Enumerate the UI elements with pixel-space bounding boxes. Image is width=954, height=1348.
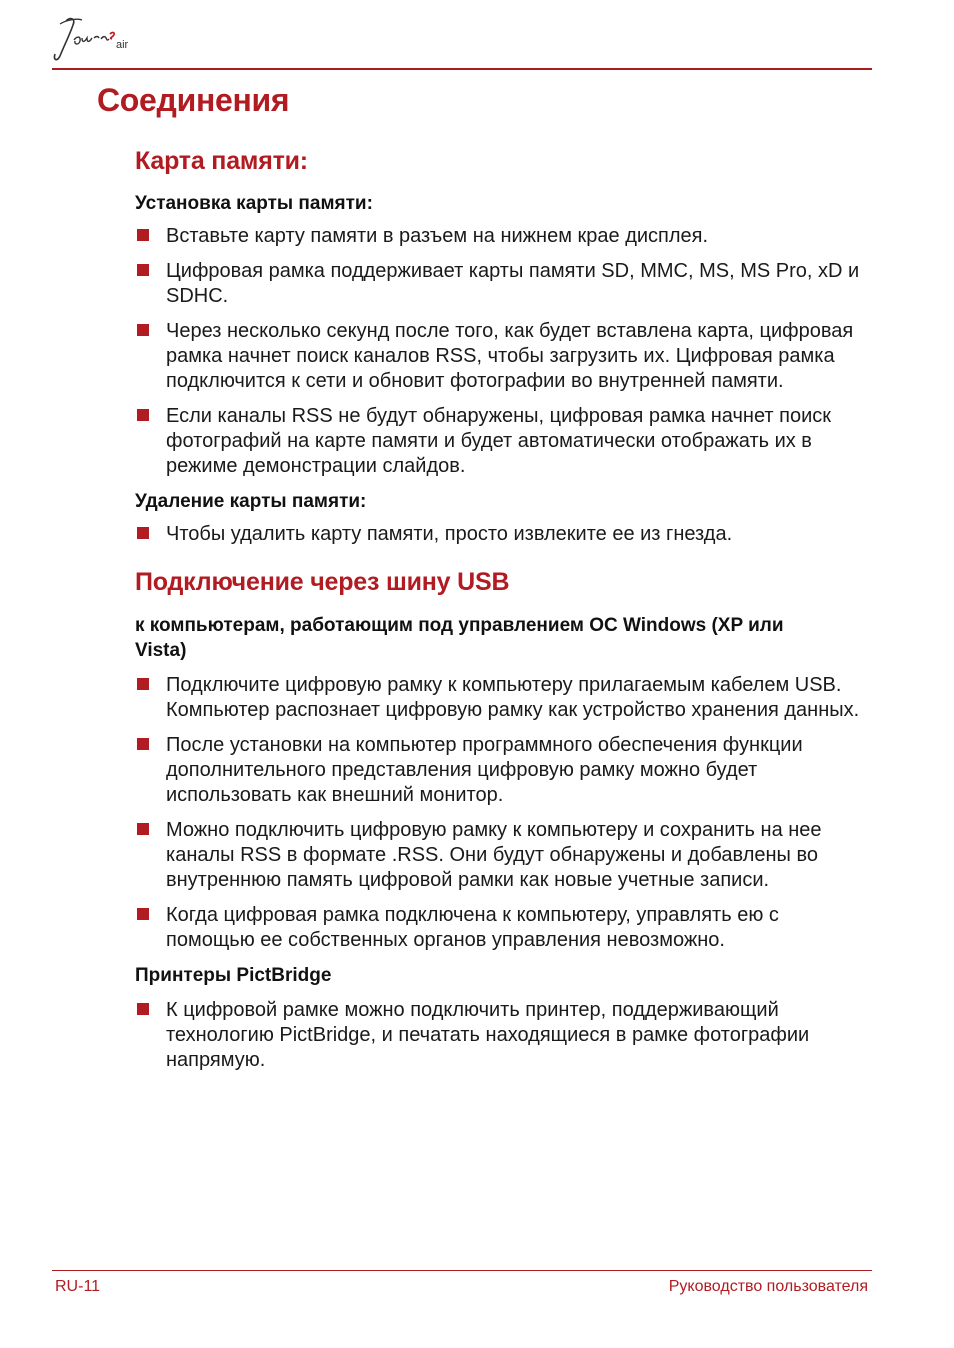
- list-item: Чтобы удалить карту памяти, просто извлеките ее из гнезда.: [135, 522, 865, 547]
- list-item: Цифровая рамка поддерживает карты памяти SD, MMC, MS, MS Pro, xD и SDHC.: [135, 259, 865, 309]
- list-item: Вставьте карту памяти в разъем на нижнем крае дисплея.: [135, 224, 865, 249]
- section-usb: [135, 567, 865, 1073]
- bullet-list: [135, 673, 865, 953]
- subheading: Удаление карты памяти:: [135, 491, 367, 512]
- list-item: Если каналы RSS не будут обнаружены, цифровая рамка начнет поиск фотографий на карте памяти и будет автоматически отображать их в режиме демонстрации слайдов.: [135, 404, 865, 479]
- section-memory-card: [135, 146, 865, 547]
- bullet-list: [135, 224, 865, 479]
- page-content: [135, 146, 865, 1083]
- header-rule: [52, 68, 872, 70]
- list-item: Подключите цифровую рамку к компьютеру прилагаемым кабелем USB. Компьютер распознает цифровую рамку как устройство хранения данных.: [135, 673, 865, 723]
- section-heading: Карта памяти:: [135, 147, 308, 175]
- journe-air-logo-icon: [52, 12, 152, 66]
- page-title: Соединения: [97, 82, 290, 118]
- page-number: RU-11: [55, 1278, 101, 1295]
- bullet-list: [135, 998, 865, 1073]
- list-item: Когда цифровая рамка подключена к компьютеру, управлять ею с помощью ее собственных органов управления невозможно.: [135, 903, 865, 953]
- section-heading: Подключение через шину USB: [135, 568, 510, 596]
- list-item: После установки на компьютер программного обеспечения функции дополнительного представления цифровую рамку можно будет использовать как внешний монитор.: [135, 733, 865, 808]
- footer-doc-title: Руководство пользователя: [668, 1278, 868, 1295]
- list-item: К цифровой рамке можно подключить принтер, поддерживающий технологию PictBridge, и печатать находящиеся в рамке фотографии напрямую.: [135, 998, 865, 1073]
- subheading: Принтеры PictBridge: [135, 965, 332, 986]
- subheading: Установка карты памяти:: [135, 193, 373, 214]
- svg-text:air: air: [116, 39, 129, 51]
- list-item: Можно подключить цифровую рамку к компьютеру и сохранить на нее каналы RSS в формате .RSS. Они будут обнаружены и добавлены во внутреннюю память цифровой рамки как новые учетные записи.: [135, 818, 865, 893]
- list-item: Через несколько секунд после того, как будет вставлена карта, цифровая рамка начнет поиск каналов RSS, чтобы загрузить их. Цифровая рамка подключится к сети и обновит фотографии во внутренней памяти.: [135, 319, 865, 394]
- bullet-list: [135, 522, 865, 547]
- footer-rule: [52, 1270, 872, 1271]
- subheading: к компьютерам, работающим под управлением ОС Windows (XP или Vista): [135, 615, 784, 661]
